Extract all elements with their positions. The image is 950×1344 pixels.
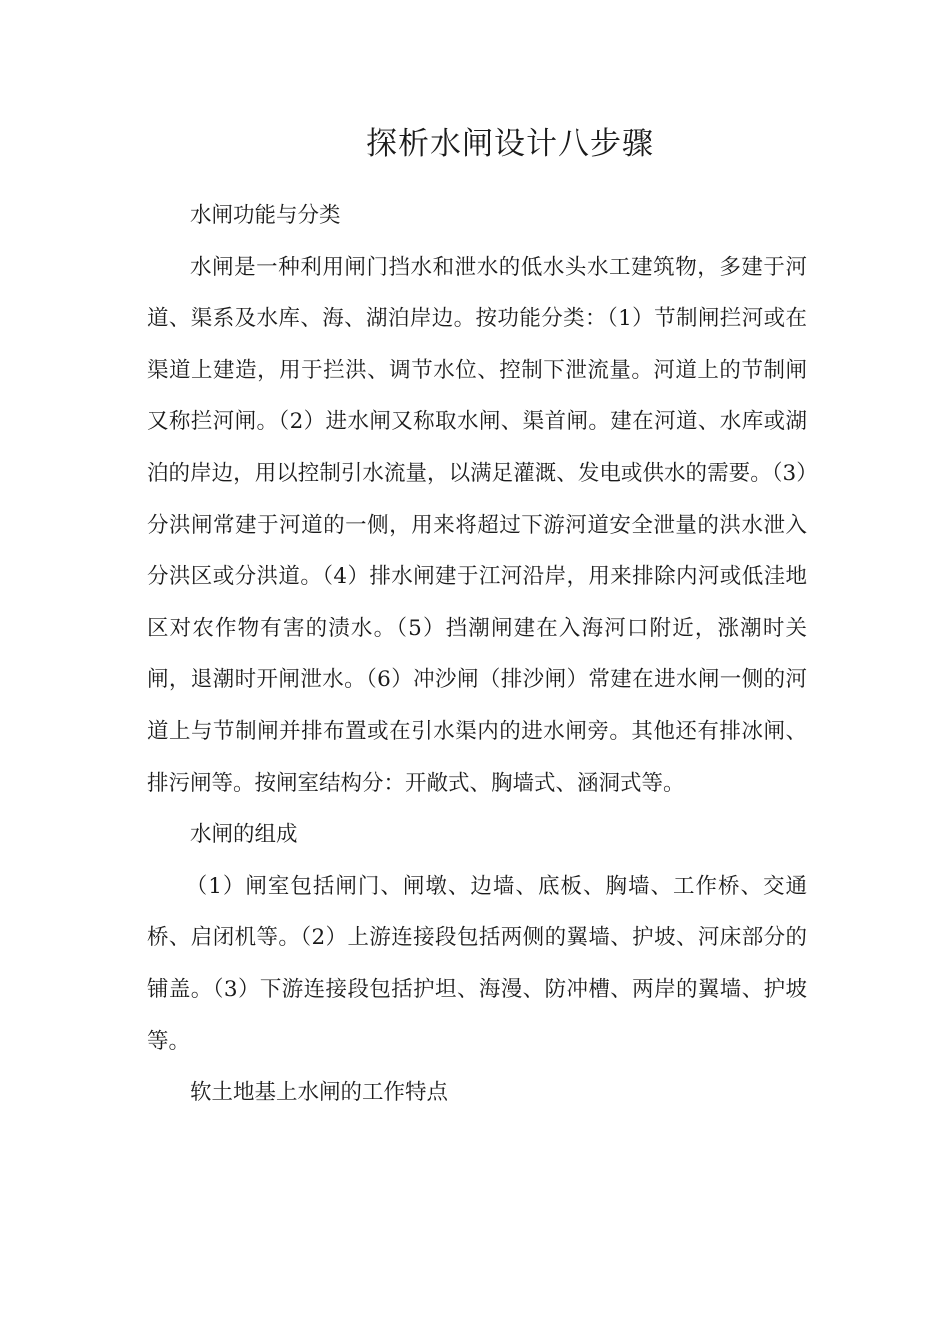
paragraph-composition: （1）闸室包括闸门、闸墩、边墙、底板、胸墙、工作桥、交通桥、启闭机等。（2）上游连接段包括两侧的翼墙、护坡、河床部分的铺盖。（3）下游连接段包括护坦、海漫、防冲槽、两岸的翼墙、护坡等。 xyxy=(147,873,807,1054)
section-heading-function: 水闸功能与分类 xyxy=(190,203,341,228)
paragraph-function-classification: 水闸是一种利用闸门挡水和泄水的低水头水工建筑物，多建于河道、渠系及水库、海、湖泊岸边。按功能分类：（1）节制闸拦河或在渠道上建造，用于拦洪、调节水位、控制下泄流量。河道上的节制闸又称拦河闸。（2）进水闸又称取水闸、渠首闸。建在河道、水库或湖泊的岸边，用以控制引水流量，以满足灌溉、发电或供水的需要。（3）分洪闸常建于河道的一侧，用来将超过下游河道安全泄量的洪水泄入分洪区或分洪道。（4）排水闸建于江河沿岸，用来排除内河或低洼地区对农作物有害的渍水。（5）挡潮闸建在入海河口附近，涨潮时关闸，退潮时开闸泄水。（6）冲沙闸（排沙闸）常建在进水闸一侧的河道上与节制闸并排布置或在引水渠内的进水闸旁。其他还有排冰闸、排污闸等。按闸室结构分：开敞式、胸墙式、涵洞式等。 xyxy=(147,254,807,796)
section-heading-soft-foundation: 软土地基上水闸的工作特点 xyxy=(190,1080,449,1106)
document-body xyxy=(147,190,807,1119)
section-heading-composition: 水闸的组成 xyxy=(190,822,298,848)
document-title: 探析水闸设计八步骤 xyxy=(366,126,654,162)
